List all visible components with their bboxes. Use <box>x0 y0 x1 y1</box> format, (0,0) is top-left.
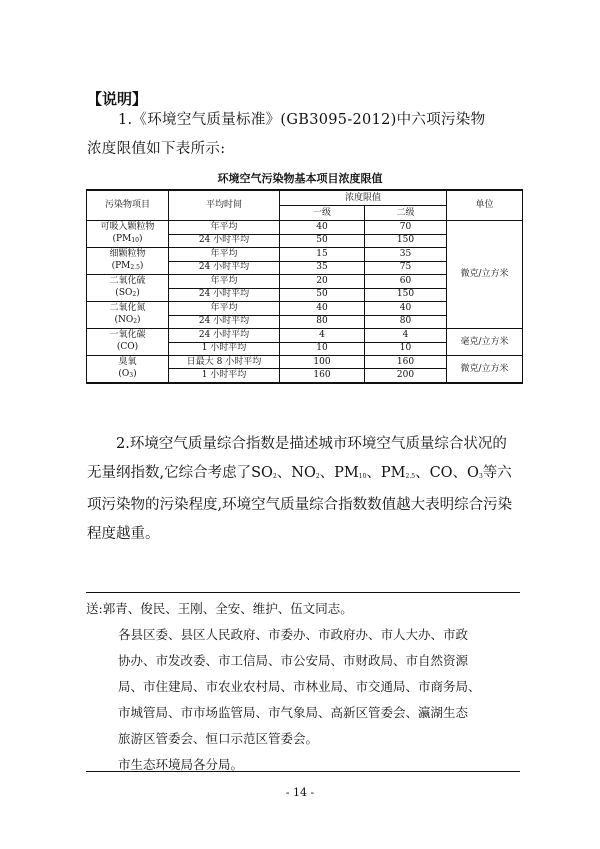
section-heading: 【说明】 <box>87 90 148 108</box>
avg-time-cell: 1 小时平均 <box>169 369 280 383</box>
note2-sub-so2: 2 <box>272 473 277 480</box>
pollutant-formula <box>87 368 168 382</box>
formula-base: PM <box>115 261 131 271</box>
pollutant-name-cell <box>87 275 169 302</box>
level2-cell: 150 <box>365 288 447 302</box>
paren-open: ( <box>111 261 116 271</box>
paren-close: ) <box>134 342 139 352</box>
pollutant-name: 二氧化氮 <box>109 303 146 313</box>
level1-cell: 50 <box>280 288 365 302</box>
header-avg-time: 平均时间 <box>169 190 280 221</box>
note2-sub-pm10: 10 <box>358 473 367 480</box>
level2-cell: 150 <box>365 234 447 248</box>
distribution-line: 各县区委、县区人民政府、市委办、市政府办、市人大办、市政 <box>118 627 469 642</box>
note2-sep3: 、PM <box>366 465 406 481</box>
distribution-line: 市城管局、市市场监管局、市气象局、高新区管委会、瀛湖生态 <box>118 705 469 720</box>
level2-cell: 75 <box>365 261 447 275</box>
pollutant-limit-table <box>86 189 523 384</box>
level2-cell: 10 <box>365 342 447 356</box>
paren-close: ) <box>139 261 144 271</box>
avg-time-cell: 24 小时平均 <box>169 261 280 275</box>
distribution-block <box>86 596 522 778</box>
distribution-label-line: 送:郭青、俊民、王刚、全安、维护、伍文同志。 <box>86 601 353 616</box>
paren-close: ) <box>133 369 137 379</box>
paren-open: ( <box>114 315 118 325</box>
note2-sub-pm25: 2.5 <box>405 473 416 480</box>
header-level1: 一级 <box>280 206 365 221</box>
header-pollutant: 污染物项目 <box>87 190 169 221</box>
header-unit: 单位 <box>447 190 523 221</box>
avg-time-cell: 24 小时平均 <box>169 315 280 329</box>
pollutant-name-cell <box>87 302 169 329</box>
level1-cell: 160 <box>280 369 365 383</box>
distribution-line: 协办、市发改委、市工信局、市公安局、市财政局、市自然资源 <box>118 653 469 668</box>
note2-paragraph <box>87 430 519 549</box>
avg-time-cell: 年平均 <box>169 248 280 262</box>
note2-part1: 2.环境空气质量综合指数是描述城市环境空气质量综合状况的无量纲指数,它综合考虑了SO <box>87 436 507 481</box>
level2-cell: 160 <box>365 356 447 369</box>
pollutant-name-cell <box>87 248 169 275</box>
distribution-line: 局、市住建局、市农业农村局、市林业局、市交通局、市商务局、 <box>118 679 481 694</box>
note2-sub-no2: 2 <box>315 473 320 480</box>
pollutant-formula <box>87 287 168 301</box>
level2-cell: 60 <box>365 275 447 289</box>
formula-base: NO <box>117 315 134 325</box>
level1-cell: 20 <box>280 275 365 289</box>
unit-cell: 微克/立方米 <box>447 221 523 329</box>
level1-cell: 80 <box>280 315 365 329</box>
formula-subscript: 2 <box>133 318 138 325</box>
pollutant-formula <box>87 260 168 274</box>
level2-cell: 40 <box>365 302 447 316</box>
page-number: - 14 - <box>285 786 315 799</box>
avg-time-cell: 年平均 <box>169 275 280 289</box>
level1-cell: 40 <box>280 221 365 235</box>
level2-cell: 80 <box>365 315 447 329</box>
note2-sep2: 、PM <box>319 465 359 481</box>
formula-base: PM <box>116 234 132 244</box>
level1-cell: 10 <box>280 342 365 356</box>
avg-time-cell: 24 小时平均 <box>169 234 280 248</box>
note1-line1: 1.《环境空气质量标准》(GB3095-2012)中六项污染物 <box>118 112 486 128</box>
header-level2: 二级 <box>365 206 447 221</box>
pollutant-name: 一氧化碳 <box>109 330 146 340</box>
pollutant-name: 二氧化硫 <box>109 276 146 286</box>
table-row <box>87 356 523 369</box>
note2-part3: 等六项污染物的污染程度,环境空气质量综合指数数值越大表明综合污染程度越重。 <box>87 465 513 542</box>
paren-close: ) <box>137 315 141 325</box>
distribution-bottom-rule <box>86 771 520 772</box>
unit-cell: 微克/立方米 <box>447 356 523 384</box>
pollutant-name: 细颗粒物 <box>109 249 146 259</box>
pollutant-formula <box>87 341 168 355</box>
pollutant-name-cell <box>87 221 169 248</box>
distribution-line: 旅游区管委会、恒口示范区管委会。 <box>118 731 319 746</box>
pollutant-name: 臭氧 <box>118 357 137 367</box>
pollutant-name-cell <box>87 329 169 356</box>
formula-subscript: 2 <box>132 291 137 298</box>
avg-time-cell: 日最大 8 小时平均 <box>169 356 280 369</box>
formula-base: SO <box>118 288 133 298</box>
level1-cell: 50 <box>280 234 365 248</box>
paren-open: ( <box>112 234 117 244</box>
paren-close: ) <box>136 288 140 298</box>
pollutant-name-cell <box>87 356 169 384</box>
formula-subscript: 3 <box>129 372 134 379</box>
paren-open: ( <box>118 369 122 379</box>
formula-base: O <box>121 369 130 379</box>
level2-cell: 200 <box>365 369 447 383</box>
level1-cell: 100 <box>280 356 365 369</box>
avg-time-cell: 年平均 <box>169 221 280 235</box>
note2-sep1: 、NO <box>276 465 316 481</box>
paren-close: ) <box>138 234 143 244</box>
note1-line2: 浓度限值如下表所示: <box>87 141 226 157</box>
level2-cell: 35 <box>365 248 447 262</box>
formula-subscript: 2.5 <box>130 264 140 271</box>
paren-open: ( <box>116 342 121 352</box>
level1-cell: 15 <box>280 248 365 262</box>
pollutant-formula <box>87 233 168 247</box>
distribution-top-rule <box>86 592 520 593</box>
unit-cell: 毫克/立方米 <box>447 329 523 356</box>
level2-cell: 70 <box>365 221 447 235</box>
paren-open: ( <box>115 288 119 298</box>
level1-cell: 40 <box>280 302 365 316</box>
formula-base: CO <box>120 342 135 352</box>
level1-cell: 4 <box>280 329 365 343</box>
table-row <box>87 221 523 235</box>
pollutant-formula <box>87 314 168 328</box>
avg-time-cell: 24 小时平均 <box>169 329 280 343</box>
level2-cell: 4 <box>365 329 447 343</box>
avg-time-cell: 24 小时平均 <box>169 288 280 302</box>
level1-cell: 35 <box>280 261 365 275</box>
note2-part2: 、CO、O <box>415 465 479 481</box>
header-limit: 浓度限值 <box>280 190 447 206</box>
table-row <box>87 329 523 343</box>
pollutant-name: 可吸入颗粒物 <box>100 222 155 232</box>
note2-sub-o3: 3 <box>478 473 483 480</box>
formula-subscript: 10 <box>131 237 139 244</box>
avg-time-cell: 年平均 <box>169 302 280 316</box>
distribution-line: 市生态环境局各分局。 <box>118 757 244 772</box>
table-caption: 环境空气污染物基本项目浓度限值 <box>217 172 383 185</box>
avg-time-cell: 1 小时平均 <box>169 342 280 356</box>
